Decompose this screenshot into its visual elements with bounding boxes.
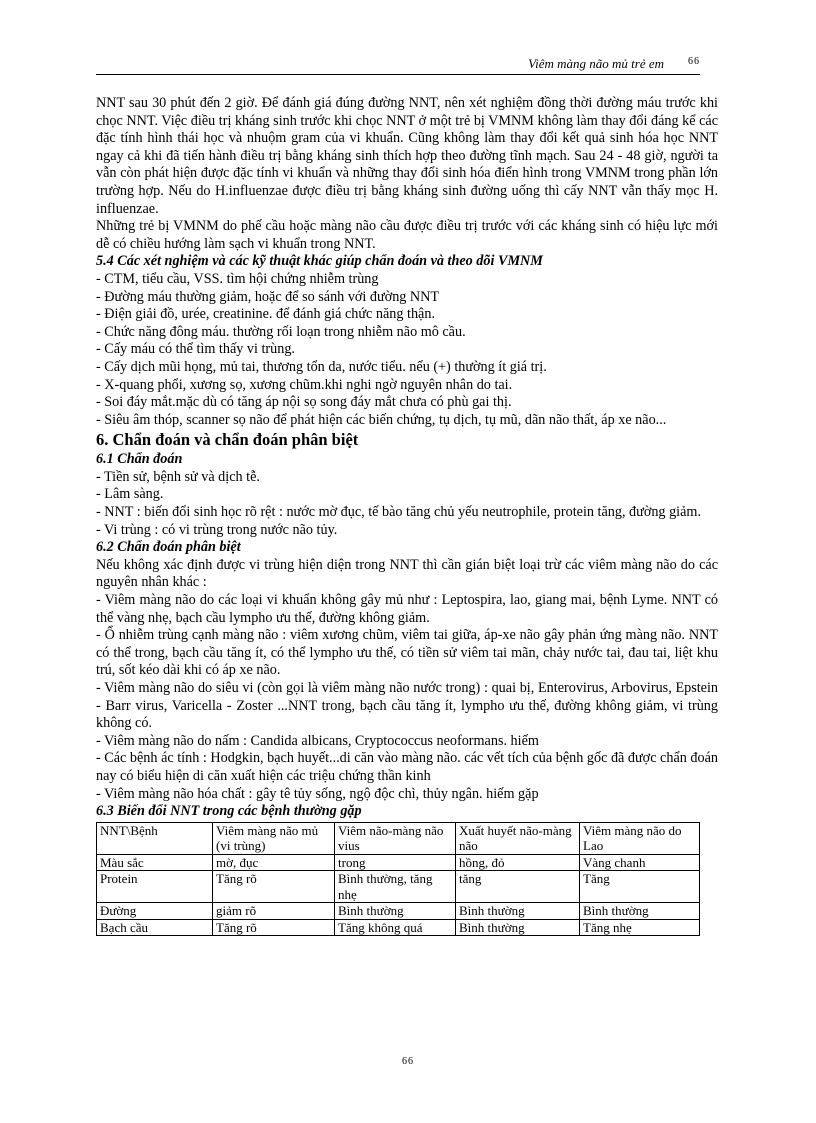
table-header-cell: Viêm màng não do Lao [580,822,700,854]
table-cell: Bình thường, tăng nhẹ [335,871,456,903]
section-heading-5-4: 5.4 Các xét nghiệm và các kỹ thuật khác giúp chẩn đoán và theo dõi VMNM [96,253,543,270]
list-item: - Viêm màng não hóa chất : gây tê tủy sống, ngộ độc chì, thủy ngân. hiếm gặp [96,785,539,802]
table-cell: hồng, đỏ [456,854,580,871]
list-item: - Viêm màng não do nấm : Candida albicans, Cryptococcus neoformans. hiếm [96,732,539,749]
table-header-row [97,822,700,854]
table-row [97,854,700,871]
table-row [97,871,700,903]
section-heading-6-3: 6.3 Biến đổi NNT trong các bệnh thường gặp [96,803,362,820]
list-item: - Điện giải đồ, urée, creatinine. để đánh giá chức năng thận. [96,306,435,323]
table-cell: Bình thường [456,903,580,920]
table-cell: Tăng rõ [213,919,335,936]
table-cell: Màu sắc [97,854,213,871]
page-header [96,52,700,75]
list-item: - Đường máu thường giảm, hoặc để so sánh với đường NNT [96,288,440,305]
header-page-number: 66 [688,56,700,67]
table-cell: tăng [456,871,580,903]
table-cell: Protein [97,871,213,903]
list-item: - Chức năng đông máu. thường rối loạn trong nhiễm não mô cầu. [96,323,466,340]
list-item: - Các bệnh ác tính : Hodgkin, bạch huyết...di căn vào màng não. các vết tích của bệnh gốc đã được chẩn đoán nay có biểu hiện di căn xuất hiện các triệu chứng thần kinh [96,750,718,784]
table-cell: Bình thường [456,919,580,936]
list-item: - Cấy máu có thể tìm thấy vi trùng. [96,341,295,358]
table-header-cell: Xuất huyết não-màng não [456,822,580,854]
list-item: - Viêm màng não do siêu vi (còn gọi là viêm màng não nước trong) : quai bị, Enterovirus, Arbovirus, Epstein - Barr virus, Varicella - Zoster ...NNT trong, bạch cầu tăng ít, lympho ưu thế, đường không giảm, vi trùng không có. [96,680,718,732]
table-header-cell: Viêm màng não mủ (vi trùng) [213,822,335,854]
table-cell: Bình thường [580,903,700,920]
list-item: - Ổ nhiễm trùng cạnh màng não : viêm xương chũm, viêm tai giữa, áp-xe não gây phản ứng màng não. NNT có thể trong, bạch cầu tăng ít, có thể lympho ưu thế, có tiền sử viêm tai mãn, chảy nước tai, đau tai, liệt khu trú, sốt kéo dài khi có áp xe não. [96,627,718,679]
nnt-comparison-table [96,822,700,937]
table-cell: giảm rõ [213,903,335,920]
list-item: - X-quang phổi, xương sọ, xương chũm.khi nghi ngờ nguyên nhân do tai. [96,376,513,393]
table-row [97,919,700,936]
table-cell: Đường [97,903,213,920]
footer-page-number: 66 [402,1056,414,1067]
list-item: - Vi trùng : có vi trùng trong nước não tủy. [96,521,338,538]
table-cell: Tăng nhẹ [580,919,700,936]
table-cell: Bình thường [335,903,456,920]
table-cell: Vàng chanh [580,854,700,871]
table-cell: Tăng [580,871,700,903]
table-cell: Bạch cầu [97,919,213,936]
list-item: - Cấy dịch mũi họng, mủ tai, thương tổn da, nước tiểu. nếu (+) thường ít giá trị. [96,358,547,375]
list-item: - Siêu âm thóp, scanner sọ não để phát hiện các biến chứng, tụ dịch, tụ mũ, dãn não thất, áp xe não... [96,411,667,428]
table-cell: Tăng không quá [335,919,456,936]
header-title: Viêm màng não mủ trẻ em [528,56,664,71]
paragraph: Những trẻ bị VMNM do phế cầu hoặc màng não cầu được điều trị trước với các kháng sinh có hiệu lực mới dễ có chiều hướng làm sạch vi khuẩn trong NNT. [96,218,718,252]
page-content [96,95,718,936]
table-header-cell: Viêm não-màng não vius [335,822,456,854]
list-item: - Lâm sàng. [96,486,164,503]
paragraph: NNT sau 30 phút đến 2 giờ. Để đánh giá đúng đường NNT, nên xét nghiệm đồng thời đường máu trước khi chọc NNT. Việc điều trị kháng sinh trước khi chọc NNT ở một trẻ bị VMNM không làm thay đổi đáng kể các đặc tính hình thái học và nhuộm gram của vi khuẩn. Cũng không làm thay đổi kết quả sinh hóa học NNT ngay cả khi đã tiến hành điều trị bằng kháng sinh thích hợp theo đường tĩnh mạch. Sau 24 - 48 giờ, người ta vẫn còn phát hiện được đặc tính vi khuẩn và những thay đổi sinh hóa điển hình trong VMNM trong phần lớn trường hợp. Nếu do H.influenzae được điều trị bằng kháng sinh đường uống thì cấy NNT vẫn thấy mọc H. influenzae. [96,95,718,217]
table-row [97,903,700,920]
list-item: - NNT : biến đổi sinh học rõ rệt : nước mờ đục, tế bào tăng chủ yếu neutrophile, protein tăng, đường giảm. [96,504,701,521]
table-cell: Tăng rõ [213,871,335,903]
table-header-cell: NNT\Bệnh [97,822,213,854]
section-heading-6-2: 6.2 Chẩn đoán phân biệt [96,539,241,556]
table-cell: trong [335,854,456,871]
list-item: - CTM, tiểu cầu, VSS. tìm hội chứng nhiễm trùng [96,270,379,287]
list-item: Nếu không xác định được vi trùng hiện diện trong NNT thì cần gián biệt loại trừ các viêm màng não do các nguyên nhân khác : [96,556,718,591]
list-item: - Tiền sử, bệnh sử và dịch tễ. [96,468,260,485]
list-item: - Soi đáy mắt.mặc dù có tăng áp nội sọ song đáy mắt chưa có phù gai thị. [96,394,512,411]
list-item: - Viêm màng não do các loại vi khuẩn không gây mủ như : Leptospira, lao, giang mai, bệnh Lyme. NNT có thể vàng nhẹ, bạch cầu lympho ưu thế, đường không giảm. [96,592,718,626]
section-heading-6: 6. Chẩn đoán và chẩn đoán phân biệt [96,430,359,450]
table-cell: mờ, đục [213,854,335,871]
section-heading-6-1: 6.1 Chẩn đoán [96,451,183,468]
